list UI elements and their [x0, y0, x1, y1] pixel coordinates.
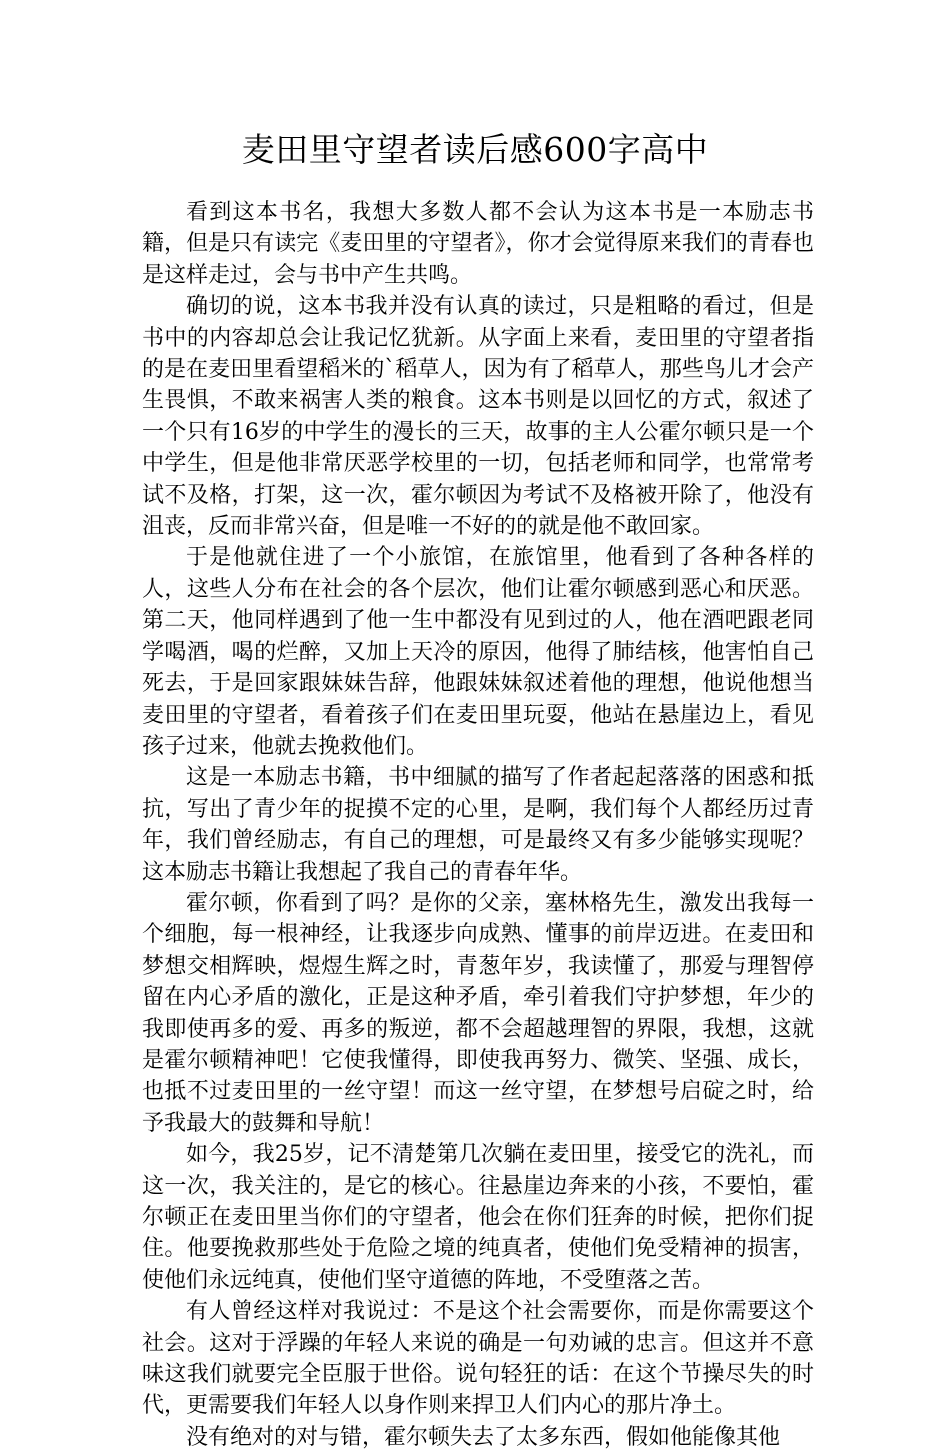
paragraph-2: 确切的说，这本书我并没有认真的读过，只是粗略的看过，但是书中的内容却总会让我记忆犹新。从字面上来看，麦田里的守望者指的是在麦田里看望稻米的`稻草人，因为有了稻草人，那些鸟儿才会产生畏惧，不敢来祸害人类的粮食。这本书则是以回忆的方式，叙述了一个只有16岁的中学生的漫长的三天，故事的主人公霍尔顿只是一个中学生，但是他非常厌恶学校里的一切，包括老师和同学，也常常考试不及格，打架，这一次，霍尔顿因为考试不及格被开除了，他没有沮丧，反而非常兴奋，但是唯一不好的的就是他不敢回家。 — [142, 294, 814, 540]
paragraph-5: 霍尔顿，你看到了吗？是你的父亲，塞林格先生，激发出我每一个细胞，每一根神经，让我逐步向成熟、懂事的前岸迈进。在麦田和梦想交相辉映，煜煜生辉之时，青葱年岁，我读懂了，那爱与理智停留在内心矛盾的激化，正是这种矛盾，牵引着我们守护梦想，年少的我即使再多的爱、再多的叛逆，都不会超越理智的界限，我想，这就是霍尔顿精神吧！它使我懂得，即使我再努力、微笑、坚强、成长，也抵不过麦田里的一丝守望！而这一丝守望，在梦想号启碇之时，给予我最大的鼓舞和导航！ — [142, 890, 814, 1136]
paragraph-7: 有人曾经这样对我说过：不是这个社会需要你，而是你需要这个社会。这对于浮躁的年轻人来说的确是一句劝诫的忠言。但这并不意味这我们就要完全臣服于世俗。说句轻狂的话：在这个节操尽失的时代，更需要我们年轻人以身作则来捍卫人们内心的那片净土。 — [142, 1299, 814, 1419]
paragraph-4: 这是一本励志书籍，书中细腻的描写了作者起起落落的困惑和抵抗，写出了青少年的捉摸不定的心里，是啊，我们每个人都经历过青年，我们曾经励志，有自己的理想，可是最终又有多少能够实现呢？这本励志书籍让我想起了我自己的青春年华。 — [142, 765, 814, 885]
paragraph-3: 于是他就住进了一个小旅馆，在旅馆里，他看到了各种各样的人，这些人分布在社会的各个层次，他们让霍尔顿感到恶心和厌恶。第二天，他同样遇到了他一生中都没有见到过的人，他在酒吧跟老同学喝酒，喝的烂醉，又加上天冷的原因，他得了肺结核，他害怕自己死去，于是回家跟妹妹告辞，他跟妹妹叙述着他的理想，他说他想当麦田里的守望者，看着孩子们在麦田里玩耍，他站在悬崖边上，看见孩子过来，他就去挽救他们。 — [142, 545, 814, 759]
paragraph-1: 看到这本书名，我想大多数人都不会认为这本书是一本励志书籍，但是只有读完《麦田里的守望者》，你才会觉得原来我们的青春也是这样走过，会与书中产生共鸣。 — [142, 200, 814, 288]
paragraph-8: 没有绝对的对与错，霍尔顿失去了太多东西，假如他能像其他 — [186, 1424, 781, 1450]
document-title: 麦田里守望者读后感600字高中 — [241, 130, 709, 169]
document-body — [142, 197, 814, 1453]
paragraph-6: 如今，我25岁，记不清楚第几次躺在麦田里，接受它的洗礼，而这一次，我关注的，是它的核心。往悬崖边奔来的小孩，不要怕，霍尔顿正在麦田里当你们的守望者，他会在你们狂奔的时候，把你们捉住。他要挽救那些处于危险之境的纯真者，使他们免受精神的损害，使他们永远纯真，使他们坚守道德的阵地，不受堕落之苦。 — [142, 1142, 814, 1293]
